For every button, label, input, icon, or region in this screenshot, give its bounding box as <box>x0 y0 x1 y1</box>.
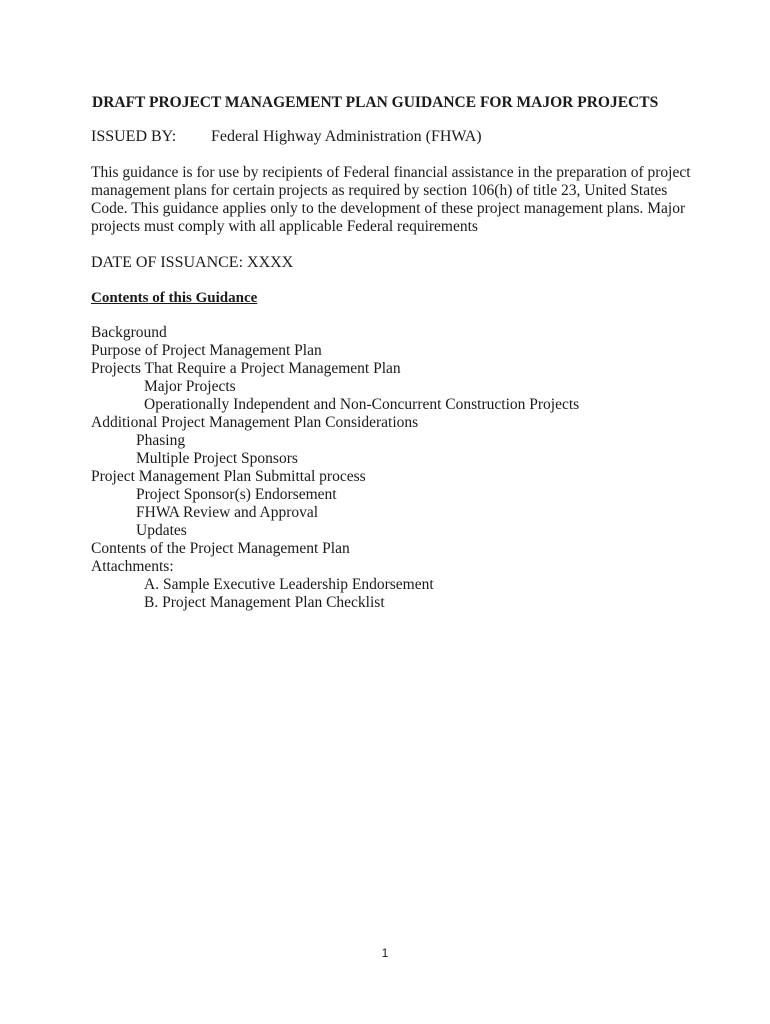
toc-item-plan-contents: Contents of the Project Management Plan <box>91 540 350 557</box>
toc-item-attachments: Attachments: <box>91 558 174 575</box>
toc-item-submittal-process: Project Management Plan Submittal process <box>91 468 366 485</box>
toc-item-projects-requiring-plan: Projects That Require a Project Management Plan <box>91 360 401 377</box>
issued-by-line <box>91 128 482 146</box>
issued-by-value: Federal Highway Administration (FHWA) <box>211 128 482 145</box>
document-title: DRAFT PROJECT MANAGEMENT PLAN GUIDANCE FOR MAJOR PROJECTS <box>92 94 659 111</box>
toc-subitem-multiple-sponsors: Multiple Project Sponsors <box>136 450 298 467</box>
page-number: 1 <box>381 946 389 960</box>
toc-subitem-fhwa-review: FHWA Review and Approval <box>136 504 319 521</box>
toc-subitem-sponsor-endorsement: Project Sponsor(s) Endorsement <box>136 486 337 503</box>
toc-subitem-operationally-independent: Operationally Independent and Non-Concurrent Construction Projects <box>144 396 580 413</box>
toc-item-additional-considerations: Additional Project Management Plan Considerations <box>91 414 419 431</box>
table-of-contents <box>91 324 579 612</box>
intro-line: Code. This guidance applies only to the development of these project management plans. Major <box>91 200 686 217</box>
intro-line: This guidance is for use by recipients of Federal financial assistance in the preparation of project <box>91 164 691 181</box>
intro-paragraph <box>91 164 691 236</box>
toc-subitem-attachment-b: B. Project Management Plan Checklist <box>144 594 385 611</box>
intro-line: projects must comply with all applicable Federal requirements <box>91 218 478 235</box>
toc-subitem-updates: Updates <box>136 522 187 539</box>
date-of-issuance: DATE OF ISSUANCE: XXXX <box>91 254 294 271</box>
issued-by-label: ISSUED BY: <box>91 128 177 145</box>
contents-heading: Contents of this Guidance <box>91 290 258 306</box>
toc-item-background: Background <box>91 324 167 341</box>
toc-item-purpose: Purpose of Project Management Plan <box>91 342 322 359</box>
toc-subitem-phasing: Phasing <box>136 432 186 449</box>
toc-subitem-attachment-a: A. Sample Executive Leadership Endorsement <box>144 576 434 593</box>
intro-line: management plans for certain projects as required by section 106(h) of title 23, United States <box>91 182 668 199</box>
toc-subitem-major-projects: Major Projects <box>144 378 236 395</box>
